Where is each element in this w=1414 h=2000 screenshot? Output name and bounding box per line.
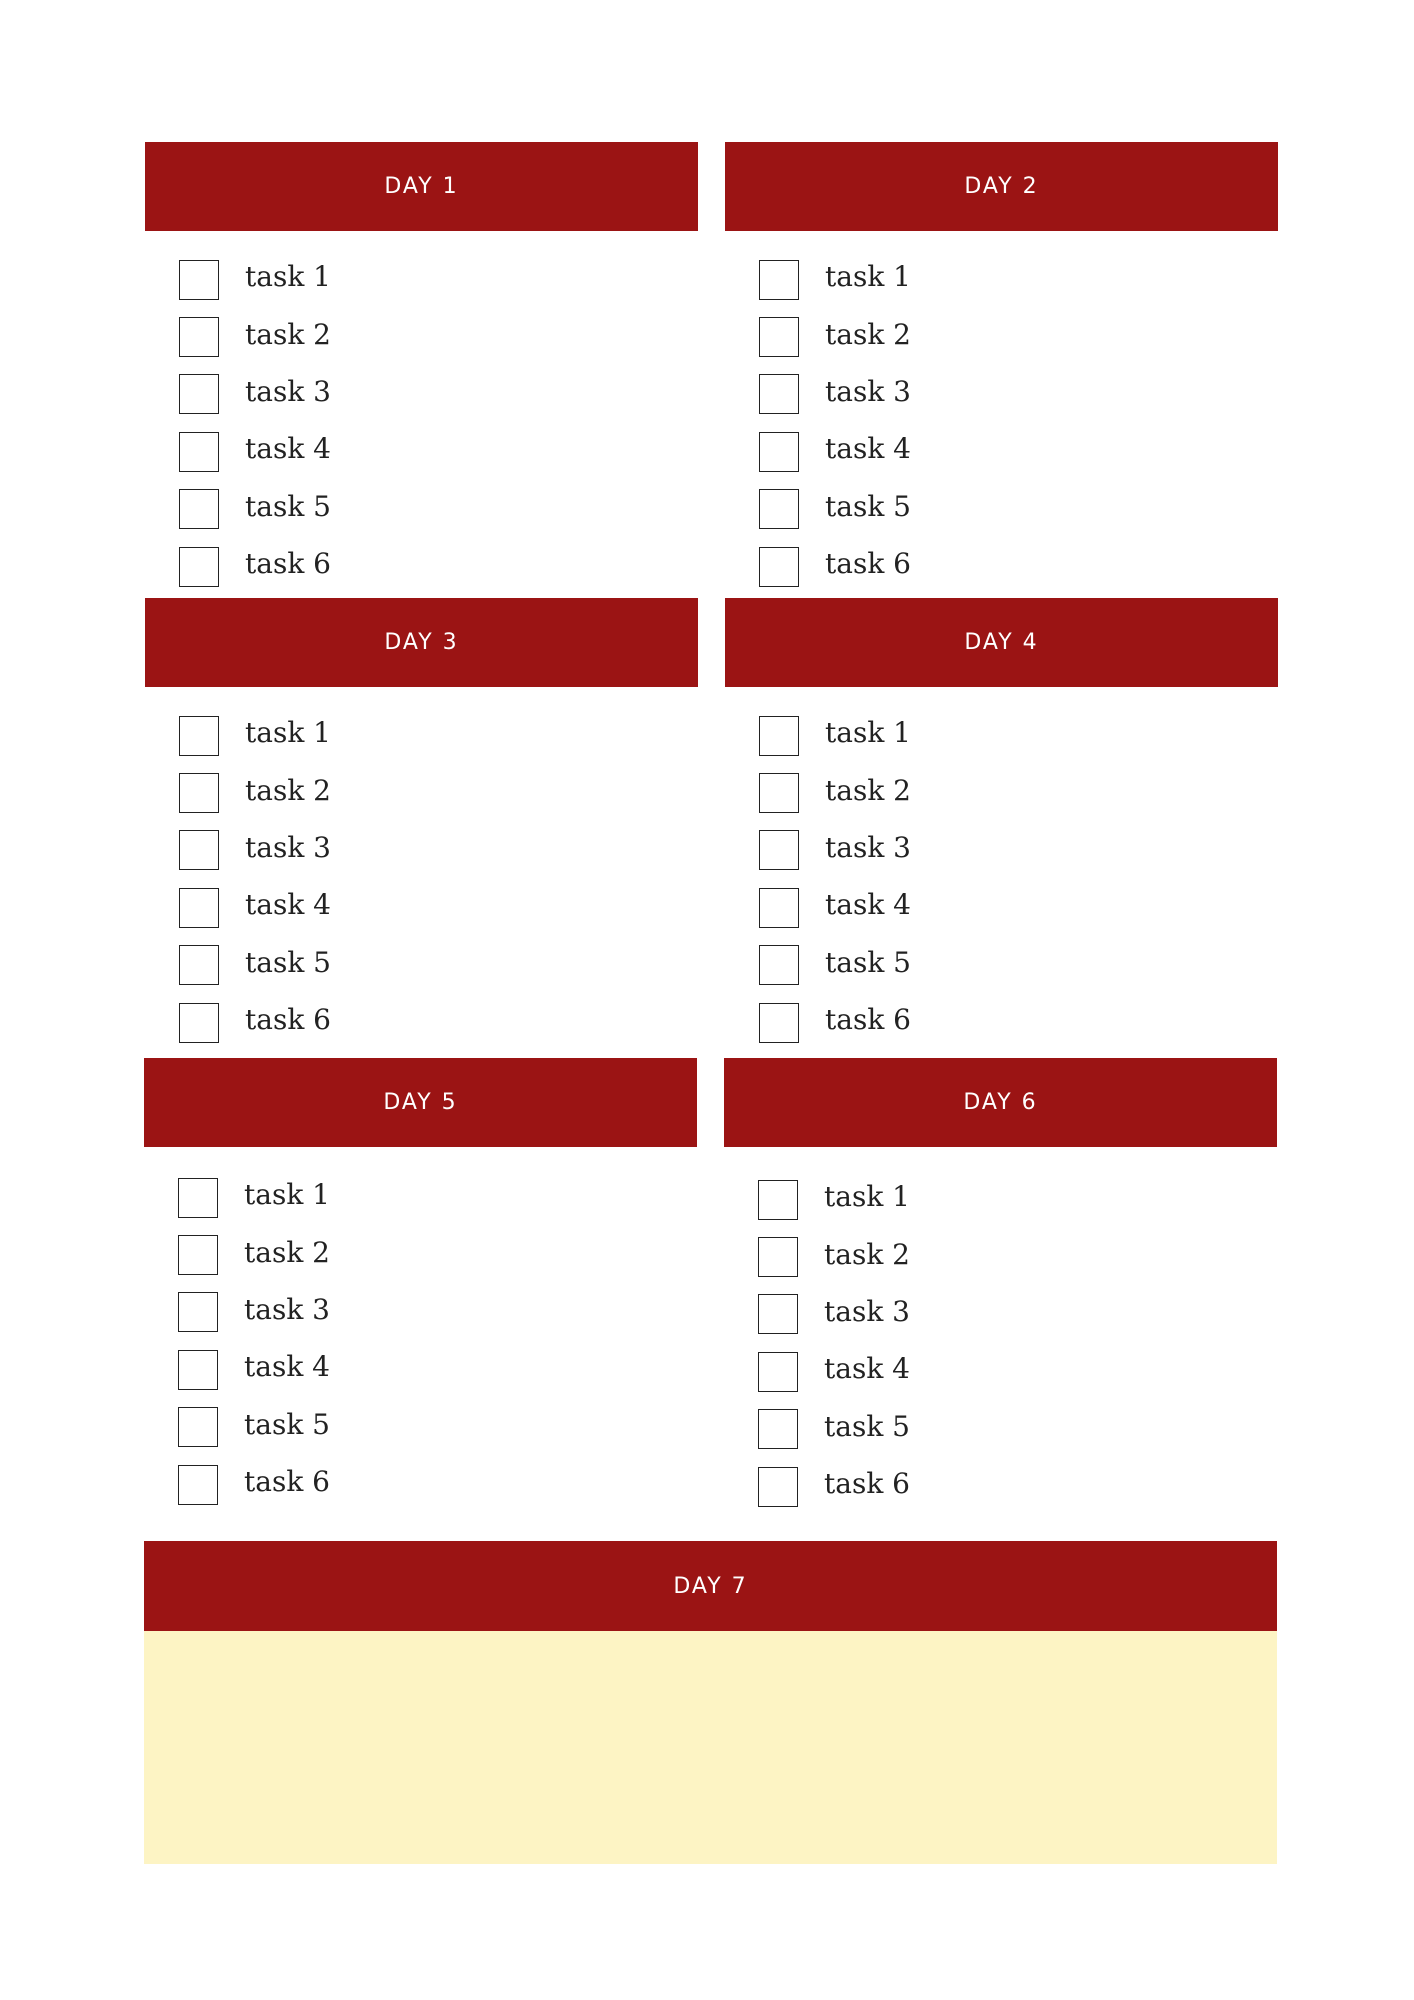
task-label: task 6: [245, 1003, 331, 1037]
task-checkbox[interactable]: [759, 830, 799, 870]
task-label: task 3: [245, 830, 331, 864]
day-5-header: DAY 5: [144, 1058, 697, 1147]
task-item: [759, 481, 1278, 538]
task-item: [758, 1171, 1277, 1228]
task-label: task 6: [824, 1467, 910, 1501]
task-item: [759, 879, 1278, 936]
task-item: [759, 937, 1278, 994]
task-label: task 2: [824, 1237, 910, 1271]
task-label: task 6: [825, 547, 911, 581]
task-checkbox[interactable]: [178, 1178, 218, 1218]
task-item: [758, 1401, 1277, 1458]
day-1-header: DAY 1: [145, 142, 698, 231]
task-checkbox[interactable]: [759, 374, 799, 414]
task-label: task 4: [824, 1352, 910, 1386]
task-item: [179, 481, 698, 538]
task-checkbox[interactable]: [179, 888, 219, 928]
task-checkbox[interactable]: [179, 716, 219, 756]
task-label: task 5: [825, 489, 911, 523]
task-item: [759, 707, 1278, 764]
day-5-section: [144, 1058, 697, 1513]
task-checkbox[interactable]: [179, 260, 219, 300]
day-2-section: [725, 142, 1278, 595]
task-checkbox[interactable]: [758, 1467, 798, 1507]
task-label: task 3: [825, 374, 911, 408]
task-checkbox[interactable]: [758, 1180, 798, 1220]
task-checkbox[interactable]: [178, 1407, 218, 1447]
day-6-section: [724, 1058, 1277, 1515]
task-item: [179, 423, 698, 480]
task-label: task 5: [245, 489, 331, 523]
task-item: [179, 308, 698, 365]
task-item: [179, 822, 698, 879]
task-item: [759, 994, 1278, 1051]
task-checkbox[interactable]: [178, 1235, 218, 1275]
task-checkbox[interactable]: [178, 1465, 218, 1505]
task-item: [178, 1456, 697, 1513]
task-item: [758, 1286, 1277, 1343]
task-checkbox[interactable]: [179, 1003, 219, 1043]
day-3-header: DAY 3: [145, 598, 698, 687]
task-item: [758, 1458, 1277, 1515]
task-checkbox[interactable]: [759, 317, 799, 357]
task-checkbox[interactable]: [758, 1237, 798, 1277]
task-item: [759, 251, 1278, 308]
day-5-task-list: [144, 1147, 697, 1513]
task-item: [179, 707, 698, 764]
task-checkbox[interactable]: [758, 1294, 798, 1334]
task-checkbox[interactable]: [178, 1350, 218, 1390]
task-item: [178, 1341, 697, 1398]
task-label: task 1: [245, 260, 331, 294]
task-label: task 3: [825, 830, 911, 864]
day-7-header: DAY 7: [144, 1541, 1277, 1631]
task-item: [178, 1284, 697, 1341]
task-item: [759, 822, 1278, 879]
day-4-task-list: [725, 687, 1278, 1051]
task-label: task 4: [825, 432, 911, 466]
task-item: [179, 879, 698, 936]
task-item: [758, 1228, 1277, 1285]
task-checkbox[interactable]: [759, 888, 799, 928]
task-checkbox[interactable]: [759, 773, 799, 813]
task-label: task 1: [825, 260, 911, 294]
task-label: task 1: [824, 1180, 910, 1214]
day-3-section: [145, 598, 698, 1051]
task-label: task 5: [244, 1407, 330, 1441]
day-1-section: [145, 142, 698, 595]
day-7-notes-area[interactable]: [144, 1631, 1277, 1864]
task-item: [759, 764, 1278, 821]
task-checkbox[interactable]: [758, 1409, 798, 1449]
task-item: [759, 308, 1278, 365]
task-label: task 1: [825, 716, 911, 750]
task-label: task 3: [824, 1294, 910, 1328]
task-checkbox[interactable]: [759, 260, 799, 300]
day-6-header: DAY 6: [724, 1058, 1277, 1147]
day-6-task-list: [724, 1147, 1277, 1515]
task-label: task 2: [825, 317, 911, 351]
task-checkbox[interactable]: [759, 547, 799, 587]
task-checkbox[interactable]: [179, 489, 219, 529]
task-checkbox[interactable]: [179, 374, 219, 414]
task-label: task 2: [825, 773, 911, 807]
task-item: [758, 1343, 1277, 1400]
task-label: task 5: [824, 1409, 910, 1443]
task-checkbox[interactable]: [759, 945, 799, 985]
task-item: [179, 764, 698, 821]
task-checkbox[interactable]: [758, 1352, 798, 1392]
day-2-header: DAY 2: [725, 142, 1278, 231]
task-label: task 3: [245, 374, 331, 408]
task-checkbox[interactable]: [759, 1003, 799, 1043]
task-checkbox[interactable]: [179, 547, 219, 587]
task-label: task 5: [245, 945, 331, 979]
day-4-section: [725, 598, 1278, 1051]
task-checkbox[interactable]: [179, 945, 219, 985]
task-item: [179, 251, 698, 308]
task-label: task 1: [245, 716, 331, 750]
task-label: task 4: [245, 432, 331, 466]
task-item: [759, 538, 1278, 595]
task-label: task 6: [245, 547, 331, 581]
task-label: task 2: [245, 773, 331, 807]
task-checkbox[interactable]: [759, 432, 799, 472]
day-3-task-list: [145, 687, 698, 1051]
task-item: [178, 1226, 697, 1283]
task-checkbox[interactable]: [759, 489, 799, 529]
task-label: task 3: [244, 1292, 330, 1326]
task-item: [179, 994, 698, 1051]
task-item: [179, 538, 698, 595]
task-item: [178, 1399, 697, 1456]
task-item: [179, 366, 698, 423]
task-label: task 4: [825, 888, 911, 922]
task-label: task 2: [245, 317, 331, 351]
day-4-header: DAY 4: [725, 598, 1278, 687]
task-item: [759, 423, 1278, 480]
task-item: [759, 366, 1278, 423]
task-label: task 6: [244, 1465, 330, 1499]
day-7-section: [144, 1541, 1277, 1864]
task-label: task 6: [825, 1003, 911, 1037]
day-2-task-list: [725, 231, 1278, 595]
task-label: task 4: [244, 1350, 330, 1384]
task-label: task 5: [825, 945, 911, 979]
day-1-task-list: [145, 231, 698, 595]
task-checkbox[interactable]: [179, 830, 219, 870]
task-checkbox[interactable]: [178, 1292, 218, 1332]
task-label: task 1: [244, 1178, 330, 1212]
task-item: [178, 1169, 697, 1226]
task-item: [179, 937, 698, 994]
task-checkbox[interactable]: [179, 432, 219, 472]
task-checkbox[interactable]: [179, 773, 219, 813]
task-checkbox[interactable]: [759, 716, 799, 756]
task-checkbox[interactable]: [179, 317, 219, 357]
task-label: task 4: [245, 888, 331, 922]
task-label: task 2: [244, 1235, 330, 1269]
